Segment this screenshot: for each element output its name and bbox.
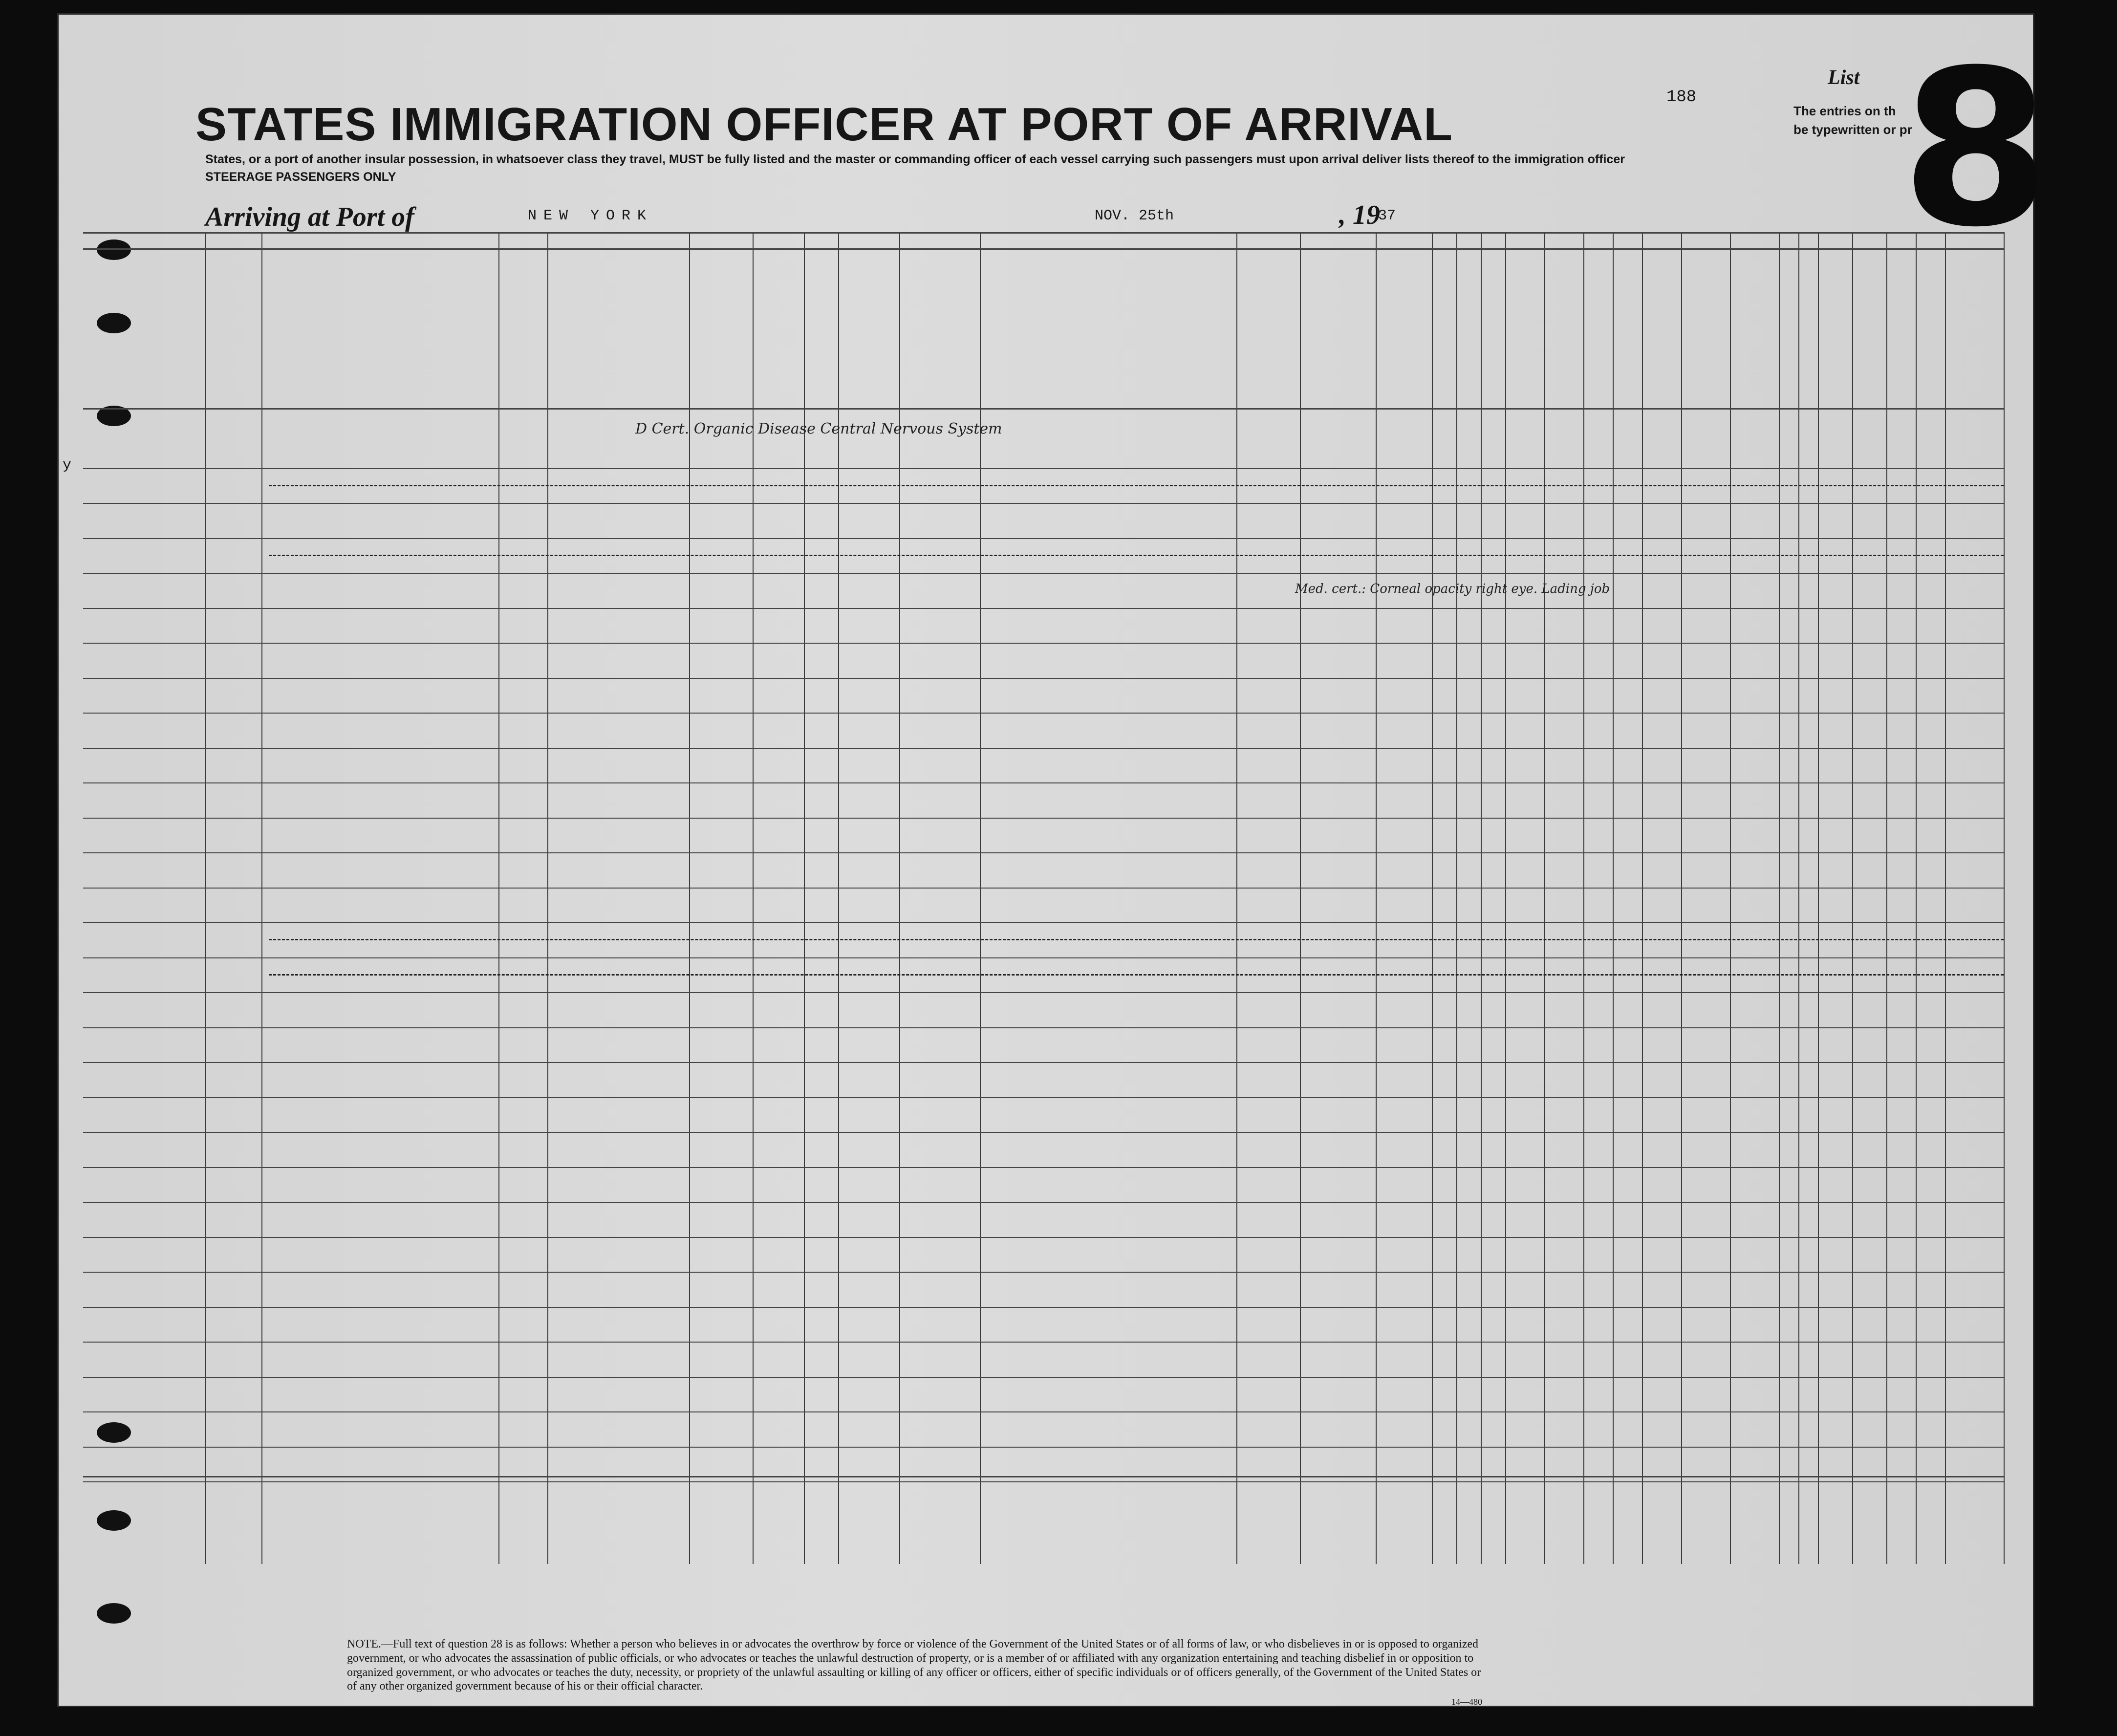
margin-note: y — [63, 457, 72, 474]
row-rule — [83, 643, 2004, 644]
citizen-dashes — [269, 555, 2004, 556]
row-rule — [83, 992, 2004, 993]
row-rule — [83, 232, 2004, 234]
column-rule — [205, 232, 206, 1564]
row-rule — [83, 1481, 2004, 1482]
header-yes-no — [902, 357, 929, 391]
row-rule — [83, 1476, 2004, 1477]
header-marks — [1950, 347, 2028, 367]
header-prison — [1434, 293, 1454, 406]
column-rule — [1852, 232, 1853, 1564]
column-rule — [1779, 232, 1780, 1564]
row-rule — [83, 1097, 2004, 1098]
header-feet — [1779, 367, 1798, 381]
list-number: 8 — [1901, 24, 2051, 274]
header-deformed — [1686, 308, 1730, 396]
header-height — [1732, 308, 1776, 323]
header-intends-citizen — [1378, 293, 1427, 406]
typewriter-note-2: be typewritten or pr — [1793, 122, 1912, 137]
header-city — [606, 367, 748, 381]
column-rule — [2004, 232, 2005, 1564]
header-complexion — [1820, 347, 1850, 376]
header-final-destination — [552, 288, 748, 303]
header-color-of — [1857, 308, 1916, 323]
row-rule — [83, 1307, 2004, 1308]
column-rule — [1376, 232, 1377, 1564]
row-rule — [83, 922, 2004, 923]
citizen-dashes — [269, 939, 2004, 940]
row-rule — [83, 888, 2004, 889]
column-rule — [1642, 232, 1643, 1564]
header-state — [552, 367, 601, 381]
row-rule — [83, 1447, 2004, 1448]
footnote-question-28: NOTE.—Full text of question 28 is as follows: Whether a person who believes in or advocates the overthrow by force or violence of the Government of the United States or of all forms of law, or who disbelieves in or is opposed to organized government, or who advocates the assassination of public officials, or who advocates or teaches the unlawful destruction of property, or is a member of or affiliated with any organization entertaining and teaching disbelief in or opposition to organized government, or who advocates or teaches the duty, necessity, or propriety of the unlawful assaulting or killing of any officer or officers, either of specific individuals or of officers generally, of the Government of the United States or of any other organized government because of his or their official character. — [347, 1638, 1481, 1693]
header-anarchist — [1483, 293, 1503, 406]
citizen-dashes — [269, 485, 2004, 486]
header-final-destination-note — [552, 303, 748, 323]
header-inches — [1798, 367, 1818, 381]
row-rule — [83, 748, 2004, 749]
row-rule — [83, 1272, 2004, 1273]
column-rule — [261, 232, 262, 1564]
page-number: 188 — [1666, 88, 1697, 107]
column-rule — [1583, 232, 1584, 1564]
row-rule — [83, 818, 2004, 819]
row-rule — [83, 468, 2004, 469]
port-city: NEW YORK — [528, 208, 653, 224]
column-rule — [498, 232, 499, 1564]
arrival-year: 37 — [1378, 208, 1396, 224]
column-rule — [1681, 232, 1682, 1564]
row-rule — [83, 957, 2004, 958]
header-ever-before — [902, 288, 1078, 332]
row-rule — [83, 608, 2004, 609]
header-polygamist — [1459, 293, 1478, 406]
header-length-time — [1302, 293, 1371, 406]
handwritten-note-row1: D Cert. Organic Disease Central Nervous System — [635, 420, 1002, 437]
row-rule — [83, 852, 2004, 853]
header-offer — [1547, 293, 1581, 406]
row-rule — [83, 1202, 2004, 1203]
citizen-dashes — [269, 974, 2004, 976]
column-rule — [1432, 232, 1433, 1564]
form-title: STATES IMMIGRATION OFFICER AT PORT OF ARRIVAL — [195, 98, 1453, 151]
row-rule — [83, 1132, 2004, 1133]
row-rule — [83, 782, 2004, 783]
row-rule — [83, 1377, 2004, 1378]
column-rule — [1916, 232, 1917, 1564]
column-rule — [1236, 232, 1237, 1564]
form-number: 14—480 — [1451, 1697, 1482, 1707]
header-hair — [1857, 367, 1886, 381]
row-rule — [83, 713, 2004, 714]
column-rule — [547, 232, 548, 1564]
manifest-grid — [59, 15, 2033, 1706]
header-year-period — [933, 367, 975, 406]
header-overthrow — [1508, 293, 1542, 406]
row-rule — [83, 1411, 2004, 1412]
header-nearest-relative — [269, 318, 494, 376]
column-rule — [1886, 232, 1887, 1564]
row-rule — [83, 503, 2004, 504]
row-rule — [83, 1062, 2004, 1063]
row-rule — [83, 1027, 2004, 1028]
row-rule — [83, 248, 2004, 250]
header-purpose-return — [1241, 293, 1300, 406]
row-rule — [83, 678, 2004, 679]
typewriter-note-1: The entries on th — [1793, 104, 1896, 118]
column-rule — [1945, 232, 1946, 1564]
column-rule — [1456, 232, 1457, 1564]
arriving-label: Arriving at Port of — [205, 202, 414, 232]
column-rule — [1730, 232, 1731, 1564]
instruction-line-1: States, or a port of another insular possession, in whatsoever class they travel, MUST be fully listed and the master or commanding officer of each vessel carrying such passengers must upon arrival deliver lists thereof to the immigration officer — [205, 152, 1625, 166]
header-ticket — [757, 293, 801, 406]
row-rule — [83, 408, 2004, 410]
header-possession-50 — [841, 293, 894, 406]
column-rule — [1613, 232, 1614, 1564]
column-rule — [1544, 232, 1545, 1564]
handwritten-note-row5: Med. cert.: Corneal opacity right eye. Lading job — [1295, 582, 1610, 596]
column-rule — [1798, 232, 1799, 1564]
header-no-on-list — [208, 318, 259, 362]
row-rule — [83, 1167, 2004, 1168]
row-rule — [83, 538, 2004, 539]
row-rule — [83, 1237, 2004, 1238]
row-rule — [83, 573, 2004, 574]
header-condition — [1647, 308, 1681, 371]
column-rule — [1505, 232, 1506, 1564]
instruction-line-2: STEERAGE PASSENGERS ONLY — [205, 170, 396, 184]
header-joining — [987, 332, 1231, 406]
column-rule — [1300, 232, 1301, 1564]
manifest-sheet — [59, 15, 2051, 1707]
year-prefix: , 19 — [1339, 200, 1380, 230]
row-rule — [83, 1342, 2004, 1343]
header-eyes — [1886, 367, 1916, 381]
column-rule — [1818, 232, 1819, 1564]
header-deported — [1586, 293, 1610, 406]
column-rule — [1481, 232, 1482, 1564]
list-label: List — [1828, 66, 1860, 89]
arrival-date: NOV. 25th — [1095, 208, 1174, 224]
